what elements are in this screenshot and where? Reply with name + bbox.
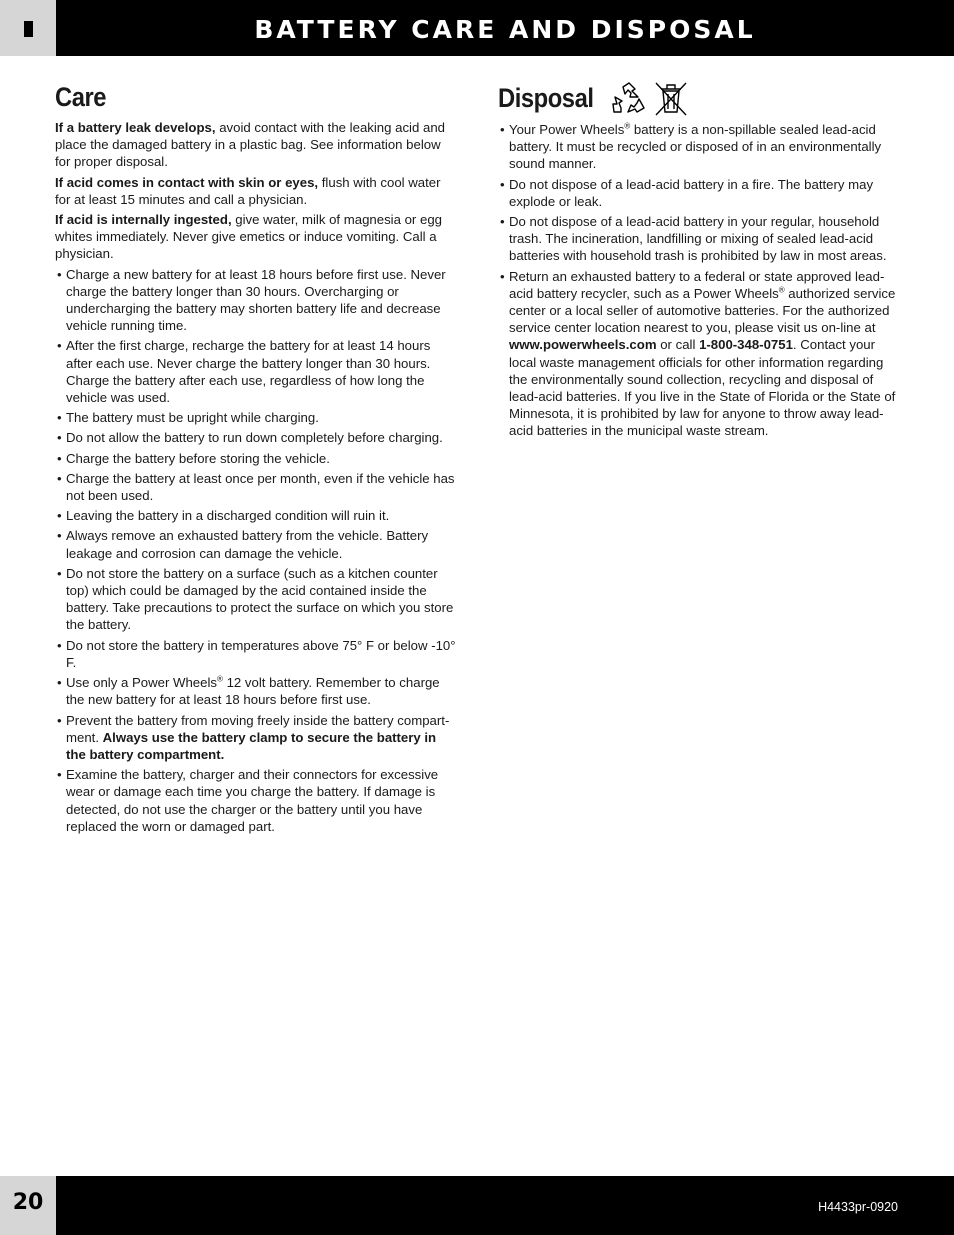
- list-item: • Do not allow the battery to run down completely before charging.: [55, 429, 457, 446]
- list-item: • Do not dispose of a lead-acid battery in your regular, household trash. The incineration, landfilling or mixing of sealed lead-acid batteries with household trash is prohibited by law in most areas.: [498, 213, 903, 265]
- list-item: • Charge the battery at least once per month, even if the vehicle has not been used.: [55, 470, 457, 504]
- page-title: BATTERY CARE AND DISPOSAL: [254, 15, 756, 44]
- care-paragraph: If a battery leak develops, avoid contact with the leaking acid and place the damaged battery in a plastic bag. See information below for proper disposal.: [55, 120, 445, 170]
- care-paragraph: If acid is internally ingested, give water, milk of magnesia or egg whites immediately. Never give emetics or induce vomiting. Call a physician.: [55, 212, 442, 262]
- website-url[interactable]: www.powerwheels.com: [509, 337, 657, 353]
- list-item: • Charge the battery before storing the vehicle.: [55, 450, 457, 467]
- section-tab: [0, 0, 56, 56]
- list-item: • Prevent the battery from moving freely inside the battery compart-ment. Always use the battery clamp to secure the battery in the battery compartment.: [55, 712, 457, 764]
- footer-bar: [0, 1176, 954, 1235]
- list-item: • Do not store the battery on a surface (such as a kitchen counter top) which could be damaged by the acid contained inside the battery. Take precautions to protect the surface on which you store the battery.: [55, 565, 457, 634]
- page-number: 20: [12, 1190, 44, 1215]
- list-item: • Examine the battery, charger and their connectors for excessive wear or damage each time you charge the battery. If damage is detected, do not use the charger or the battery until you have replaced the worn or damaged part.: [55, 766, 457, 835]
- list-item: • After the first charge, recharge the battery for at least 14 hours after each use. Never charge the battery longer than 30 hours. Charge the battery after each use, regardless of how long the vehicle was used.: [55, 337, 457, 406]
- section-marker: [24, 21, 33, 37]
- care-paragraphs: [55, 119, 457, 263]
- list-item: • Do not store the battery in temperatures above 75° F or below -10° F.: [55, 637, 457, 671]
- list-item: • Return an exhausted battery to a federal or state approved lead-acid battery recycler, such as a Power Wheels® authorized service center or a local seller of automotive batteries. For the authorized service center location nearest to you, please visit us on-line at www.powerwheels.com or call 1-800-348-0751. Contact your local waste management officials for other information regarding the environmentally sound collection, recycling and disposal of lead-acid batteries. If you live in the State of Florida or the State of Minnesota, it is prohibited by law for anyone to throw away lead-acid batteries in the municipal waste stream.: [498, 268, 903, 440]
- disposal-heading: Disposal: [498, 80, 903, 116]
- list-item: • The battery must be upright while charging.: [55, 409, 457, 426]
- recycle-icon: [609, 81, 649, 115]
- list-item: • Charge a new battery for at least 18 hours before first use. Never charge the battery longer than 30 hours. Overcharging or undercharging the battery may shorten battery life and decrease vehicle running time.: [55, 266, 457, 335]
- list-item: • Do not dispose of a lead-acid battery in a fire. The battery may explode or leak.: [498, 176, 903, 210]
- care-bullet-list: [55, 266, 457, 835]
- list-item: • Use only a Power Wheels® 12 volt battery. Remember to charge the new battery for at least 18 hours before first use.: [55, 674, 457, 708]
- care-column: [55, 80, 457, 838]
- phone-number: 1-800-348-0751: [699, 337, 793, 353]
- disposal-bullet-list: [498, 121, 903, 440]
- care-heading: Care: [55, 82, 107, 112]
- list-item: • Your Power Wheels® battery is a non-spillable sealed lead-acid battery. It must be recycled or disposed of in an environmentally sound manner.: [498, 121, 903, 173]
- disposal-column: [498, 80, 903, 443]
- crossed-bin-icon: [651, 80, 691, 116]
- care-paragraph: If acid comes in contact with skin or eyes, flush with cool water for at least 15 minutes and call a physician.: [55, 174, 441, 207]
- list-item: • Always remove an exhausted battery from the vehicle. Battery leakage and corrosion can damage the vehicle.: [55, 527, 457, 561]
- list-item: • Leaving the battery in a discharged condition will ruin it.: [55, 507, 457, 524]
- document-code: H4433pr-0920: [818, 1200, 898, 1214]
